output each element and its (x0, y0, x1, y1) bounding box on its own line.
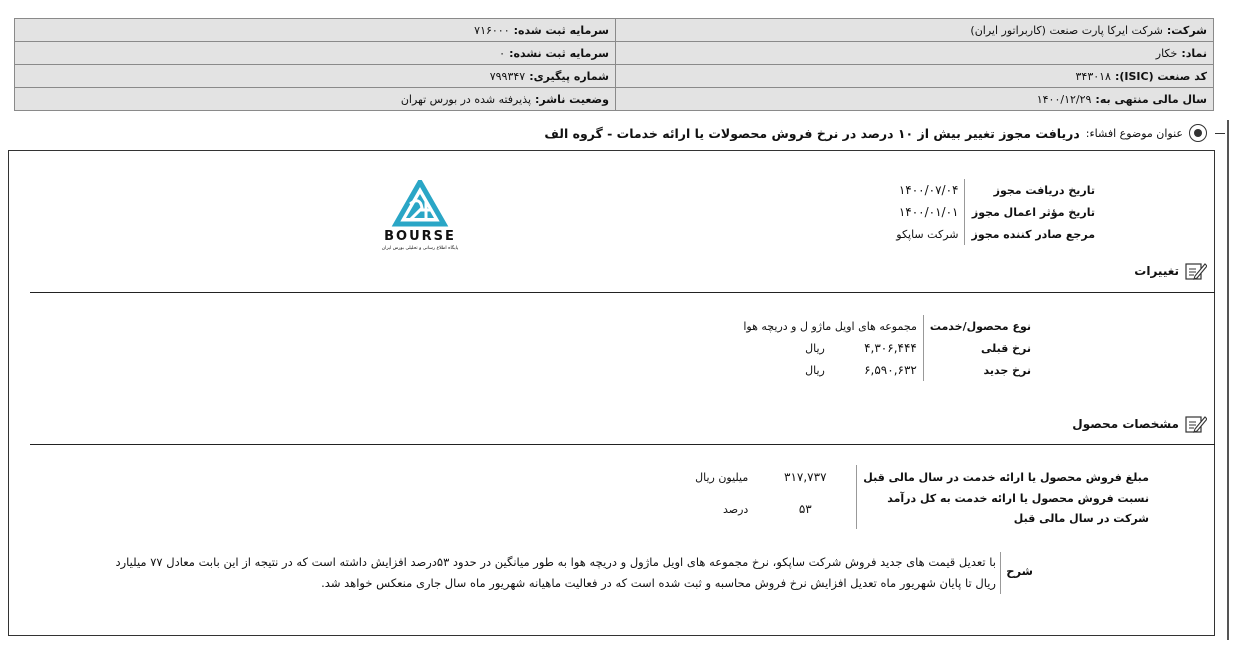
isic-label: کد صنعت (ISIC): (1114, 69, 1207, 83)
changes-section-header (1134, 261, 1207, 281)
target-icon (1189, 124, 1207, 142)
changes-table (737, 315, 1037, 381)
sales-label: مبلغ فروش محصول یا ارائه خدمت در سال مالی قبل (857, 465, 1155, 489)
isic-cell (616, 65, 1214, 88)
ratio-label-line1: نسبت فروش محصول یا ارائه خدمت به کل درآمد (887, 492, 1149, 505)
company-cell (616, 19, 1214, 42)
symbol-label: نماد: (1181, 46, 1207, 60)
receive-date-value: ۱۴۰۰/۰۷/۰۴ (898, 183, 959, 197)
old-rate-value: ۴,۳۰۶,۴۴۴ (864, 341, 917, 355)
registered-capital-label: سرمایه ثبت شده: (513, 23, 609, 37)
subject-label: عنوان موضوع افشاء: (1085, 126, 1183, 140)
bourse-logo (372, 180, 468, 252)
ratio-unit: درصد (722, 502, 749, 516)
description-text: با تعدیل قیمت های جدید فروش شرکت ساپکو، نرخ مجموعه های اویل ماژول و دریچه هوا به طور میانگین در حدود ۵۳درصد افزایش داشته است که در نتیجه از این بابت معادل ۷۷ میلیارد ریال تا پایان شهریور ماه تعدیل افزایش نرخ فروش محاسبه و ثبت شده است که در فعالیت ماهیانه شهریور ماه سال جاری منعکس خواهد شد. (96, 552, 1001, 594)
symbol-cell (616, 42, 1214, 65)
tracking-label: شماره پیگیری: (529, 69, 609, 83)
sales-unit: میلیون ریال (695, 470, 749, 484)
info-row (15, 65, 1214, 88)
issuer-value: شرکت ساپکو (896, 227, 959, 241)
publisher-status-label: وضعیت ناشر: (535, 92, 609, 106)
company-label: شرکت: (1166, 23, 1207, 37)
target-line (1215, 133, 1225, 134)
isic-value: ۳۴۳۰۱۸ (1075, 69, 1111, 83)
old-rate-unit: ریال (805, 341, 825, 355)
fiscal-year-cell (616, 88, 1214, 111)
edit-icon (1185, 261, 1207, 281)
subject-line (14, 121, 1225, 145)
specs-rule (30, 444, 1215, 445)
company-value: شرکت ایرکا پارت صنعت (کاربراتور ایران) (970, 23, 1163, 37)
bourse-logo-mark (372, 180, 468, 252)
ratio-label (857, 489, 1155, 529)
changes-section-title: تغییرات (1134, 264, 1179, 278)
new-rate-value: ۶,۵۹۰,۶۳۲ (864, 363, 917, 377)
unregistered-capital-cell (15, 42, 616, 65)
right-divider (1227, 120, 1229, 640)
info-row (15, 88, 1214, 111)
publisher-status-value: پذیرفته شده در بورس تهران (400, 92, 532, 106)
logo-text: BOURSE (384, 229, 456, 244)
specs-section-header (1072, 414, 1207, 434)
company-info-table (14, 18, 1214, 111)
publisher-status-cell (15, 88, 616, 111)
fiscal-year-label: سال مالی منتهی به: (1095, 92, 1207, 106)
permit-table (890, 179, 1101, 245)
registered-capital-value: ۷۱۶۰۰۰ (474, 23, 510, 37)
edit-icon (1185, 414, 1207, 434)
symbol-value: خکار (1155, 46, 1178, 60)
product-label: نوع محصول/خدمت (923, 315, 1037, 337)
description-label: شرح (1006, 564, 1033, 578)
changes-row (737, 359, 1037, 381)
sales-value: ۳۱۷,۷۳۷ (784, 470, 827, 484)
product-value: مجموعه های اویل ماژو ل و دریچه هوا (743, 319, 917, 333)
info-row (15, 19, 1214, 42)
fiscal-year-value: ۱۴۰۰/۱۲/۲۹ (1036, 92, 1092, 106)
receive-date-label: تاریخ دریافت مجوز (965, 179, 1101, 201)
tracking-value: ۷۹۹۳۴۷ (489, 69, 526, 83)
effective-date-label: تاریخ مؤثر اعمال مجوز (965, 201, 1101, 223)
permit-row (890, 201, 1101, 223)
issuer-label: مرجع صادر کننده مجوز (965, 223, 1101, 245)
tracking-cell (15, 65, 616, 88)
specs-section-title: مشخصات محصول (1072, 417, 1179, 431)
info-row (15, 42, 1214, 65)
specs-row (652, 465, 1155, 489)
unregistered-capital-value: ۰ (499, 46, 506, 60)
specs-table (652, 465, 1155, 529)
permit-row (890, 179, 1101, 201)
ratio-value: ۵۳ (798, 502, 812, 516)
logo-subtext: پایگاه اطلاع رسانی و تحلیلی بورس ایران (381, 246, 459, 251)
changes-row (737, 337, 1037, 359)
effective-date-value: ۱۴۰۰/۰۱/۰۱ (898, 205, 959, 219)
new-rate-unit: ریال (805, 363, 825, 377)
ratio-label-line2: شرکت در سال مالی قبل (1013, 512, 1149, 525)
new-rate-label: نرخ جدید (923, 359, 1037, 381)
changes-rule (30, 292, 1215, 293)
registered-capital-cell (15, 19, 616, 42)
old-rate-label: نرخ قبلی (923, 337, 1037, 359)
changes-row (737, 315, 1037, 337)
permit-row (890, 223, 1101, 245)
specs-row (652, 489, 1155, 529)
unregistered-capital-label: سرمایه ثبت نشده: (509, 46, 609, 60)
subject-title: دریافت مجوز تغییر بیش از ۱۰ درصد در نرخ فروش محصولات یا ارائه خدمات - گروه الف (544, 125, 1080, 141)
